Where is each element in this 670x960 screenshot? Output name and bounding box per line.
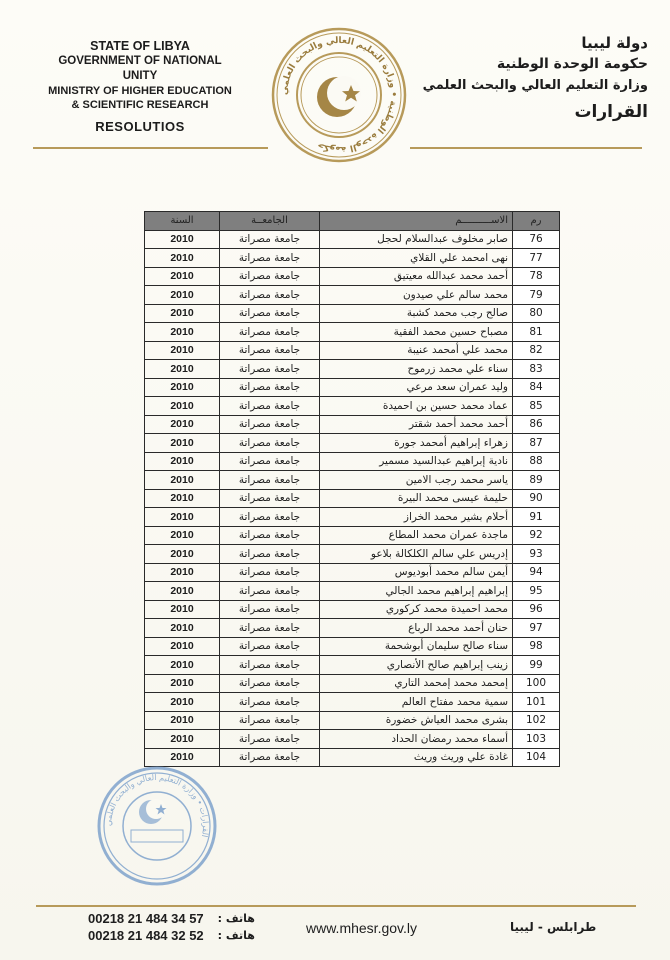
table-row: [145, 526, 560, 545]
table-row: [145, 674, 560, 693]
university-cell: جامعة مصراتة: [220, 267, 320, 286]
number-cell: 85: [513, 397, 560, 416]
name-cell: محمد علي أمحمد عنيبة: [320, 341, 513, 360]
number-cell: 76: [513, 230, 560, 249]
name-cell: نهى امحمد علي القلاي: [320, 249, 513, 268]
name-cell: صالح رجب محمد كشبة: [320, 304, 513, 323]
ministry-line-2: & SCIENTIFIC RESEARCH: [71, 99, 209, 111]
table-row: [145, 286, 560, 305]
number-cell: 84: [513, 378, 560, 397]
number-cell: 100: [513, 674, 560, 693]
university-cell: جامعة مصراتة: [220, 600, 320, 619]
year-cell: 2010: [145, 674, 220, 693]
header-number: رم: [513, 212, 560, 231]
number-cell: 98: [513, 637, 560, 656]
website-link[interactable]: www.mhesr.gov.ly: [306, 920, 417, 936]
year-cell: 2010: [145, 582, 220, 601]
table-row: [145, 656, 560, 675]
state-line: STATE OF LIBYA: [90, 39, 190, 53]
name-cell: صابر مخلوف عبدالسلام لحجل: [320, 230, 513, 249]
table-row: [145, 304, 560, 323]
phone-label-2: هاتف :: [217, 929, 255, 942]
table-row: [145, 452, 560, 471]
university-cell: جامعة مصراتة: [220, 341, 320, 360]
number-cell: 96: [513, 600, 560, 619]
year-cell: 2010: [145, 489, 220, 508]
year-cell: 2010: [145, 545, 220, 564]
university-cell: جامعة مصراتة: [220, 249, 320, 268]
table-row: [145, 415, 560, 434]
university-cell: جامعة مصراتة: [220, 304, 320, 323]
name-cell: غادة علي وريث وريث: [320, 748, 513, 767]
university-cell: جامعة مصراتة: [220, 563, 320, 582]
university-cell: جامعة مصراتة: [220, 693, 320, 712]
table-row: [145, 693, 560, 712]
table-row: [145, 267, 560, 286]
year-cell: 2010: [145, 711, 220, 730]
university-cell: جامعة مصراتة: [220, 526, 320, 545]
official-stamp-icon: [95, 764, 219, 888]
university-cell: جامعة مصراتة: [220, 434, 320, 453]
name-cell: بشرى محمد العياش خضورة: [320, 711, 513, 730]
ministry-logo-icon: [271, 27, 407, 163]
number-cell: 103: [513, 730, 560, 749]
university-cell: جامعة مصراتة: [220, 397, 320, 416]
year-cell: 2010: [145, 267, 220, 286]
government-line: GOVERNMENT OF NATIONAL UNITY: [58, 55, 222, 82]
footer-divider: [36, 905, 636, 907]
table-row: [145, 397, 560, 416]
name-cell: أحمد محمد عبدالله معيتيق: [320, 267, 513, 286]
government-line-ar: حكومة الوحدة الوطنية: [496, 56, 648, 72]
university-cell: جامعة مصراتة: [220, 656, 320, 675]
number-cell: 97: [513, 619, 560, 638]
number-cell: 101: [513, 693, 560, 712]
year-cell: 2010: [145, 563, 220, 582]
header-divider-left: [33, 147, 268, 149]
year-cell: 2010: [145, 434, 220, 453]
name-cell: ياسر محمد رجب الامين: [320, 471, 513, 490]
ministry-line-1: MINISTRY OF HIGHER EDUCATION: [48, 85, 232, 97]
resolutions-title-ar: القرارات: [574, 102, 648, 122]
year-cell: 2010: [145, 378, 220, 397]
table-row: [145, 341, 560, 360]
name-cell: أسماء محمد رمضان الحداد: [320, 730, 513, 749]
university-cell: جامعة مصراتة: [220, 378, 320, 397]
year-cell: 2010: [145, 286, 220, 305]
number-cell: 89: [513, 471, 560, 490]
table-row: [145, 637, 560, 656]
name-cell: أحلام بشير محمد الخراز: [320, 508, 513, 527]
year-cell: 2010: [145, 415, 220, 434]
university-cell: جامعة مصراتة: [220, 508, 320, 527]
table-row: [145, 378, 560, 397]
year-cell: 2010: [145, 526, 220, 545]
table-row: [145, 323, 560, 342]
number-cell: 80: [513, 304, 560, 323]
number-cell: 94: [513, 563, 560, 582]
phone-label-1: هاتف :: [217, 912, 255, 925]
year-cell: 2010: [145, 471, 220, 490]
name-cell: سناء علي محمد زرموح: [320, 360, 513, 379]
number-cell: 78: [513, 267, 560, 286]
year-cell: 2010: [145, 748, 220, 767]
year-cell: 2010: [145, 619, 220, 638]
graduates-table: [144, 211, 560, 767]
table-row: [145, 600, 560, 619]
university-cell: جامعة مصراتة: [220, 415, 320, 434]
university-cell: جامعة مصراتة: [220, 360, 320, 379]
svg-text:القرارات • وزارة التعليم العال: القرارات • وزارة التعليم العالي والبحث العلمي: [103, 772, 211, 839]
year-cell: 2010: [145, 508, 220, 527]
number-cell: 82: [513, 341, 560, 360]
number-cell: 95: [513, 582, 560, 601]
number-cell: 83: [513, 360, 560, 379]
university-cell: جامعة مصراتة: [220, 489, 320, 508]
university-cell: جامعة مصراتة: [220, 711, 320, 730]
name-cell: ماجدة عمران محمد المطاع: [320, 526, 513, 545]
number-cell: 99: [513, 656, 560, 675]
year-cell: 2010: [145, 656, 220, 675]
number-cell: 92: [513, 526, 560, 545]
name-cell: إدريس علي سالم الكلكالة بلاعو: [320, 545, 513, 564]
number-cell: 77: [513, 249, 560, 268]
phone-number-2[interactable]: 00218 21 484 32 52: [88, 928, 204, 943]
year-cell: 2010: [145, 600, 220, 619]
name-cell: إبراهيم إبراهيم محمد الجالي: [320, 582, 513, 601]
table-row: [145, 360, 560, 379]
name-cell: أيمن سالم محمد أبوديوس: [320, 563, 513, 582]
name-cell: حليمة عيسى محمد البيرة: [320, 489, 513, 508]
table-row: [145, 711, 560, 730]
header-divider-right: [410, 147, 642, 149]
year-cell: 2010: [145, 452, 220, 471]
year-cell: 2010: [145, 360, 220, 379]
state-line-ar: دولة ليبيا: [581, 34, 648, 52]
name-cell: وليد عمران سعد مرعي: [320, 378, 513, 397]
year-cell: 2010: [145, 397, 220, 416]
university-cell: جامعة مصراتة: [220, 545, 320, 564]
table-row: [145, 730, 560, 749]
header-name: الاســــــــــم: [320, 212, 513, 231]
name-cell: عماد محمد حسين بن احميدة: [320, 397, 513, 416]
number-cell: 79: [513, 286, 560, 305]
table-row: [145, 545, 560, 564]
university-cell: جامعة مصراتة: [220, 674, 320, 693]
year-cell: 2010: [145, 730, 220, 749]
name-cell: سمية محمد مفتاح العالم: [320, 693, 513, 712]
name-cell: مصباح حسين محمد الفقية: [320, 323, 513, 342]
table-row: [145, 582, 560, 601]
university-cell: جامعة مصراتة: [220, 471, 320, 490]
table-row: [145, 619, 560, 638]
name-cell: نادية إبراهيم عبدالسيد مسمير: [320, 452, 513, 471]
number-cell: 81: [513, 323, 560, 342]
resolutions-title-en: RESOLUTIOS: [95, 119, 185, 134]
table-row: [145, 249, 560, 268]
university-cell: جامعة مصراتة: [220, 637, 320, 656]
name-cell: محمد سالم علي صيدون: [320, 286, 513, 305]
year-cell: 2010: [145, 230, 220, 249]
university-cell: جامعة مصراتة: [220, 730, 320, 749]
year-cell: 2010: [145, 304, 220, 323]
university-cell: جامعة مصراتة: [220, 748, 320, 767]
table-row: [145, 489, 560, 508]
phone-number-1[interactable]: 00218 21 484 34 57: [88, 911, 204, 926]
year-cell: 2010: [145, 341, 220, 360]
year-cell: 2010: [145, 249, 220, 268]
university-cell: جامعة مصراتة: [220, 323, 320, 342]
number-cell: 91: [513, 508, 560, 527]
name-cell: أحمد محمد أحمد شقتر: [320, 415, 513, 434]
name-cell: حنان أحمد محمد الرباع: [320, 619, 513, 638]
footer-phones: [88, 910, 255, 944]
header-year: السنة: [145, 212, 220, 231]
name-cell: سناء صالح سليمان أبوشحمة: [320, 637, 513, 656]
table-row: [145, 471, 560, 490]
university-cell: جامعة مصراتة: [220, 619, 320, 638]
university-cell: جامعة مصراتة: [220, 582, 320, 601]
number-cell: 87: [513, 434, 560, 453]
letterhead-arabic: [422, 32, 648, 126]
header-university: الجامعــة: [220, 212, 320, 231]
university-cell: جامعة مصراتة: [220, 452, 320, 471]
city-label: طرابلس - ليبيا: [510, 920, 597, 934]
table-row: [145, 563, 560, 582]
number-cell: 102: [513, 711, 560, 730]
table-row: [145, 508, 560, 527]
table-header-row: [145, 212, 560, 231]
table-row: [145, 434, 560, 453]
name-cell: محمد احميدة محمد كركوري: [320, 600, 513, 619]
year-cell: 2010: [145, 637, 220, 656]
name-cell: زينب إبراهيم صالح الأنصاري: [320, 656, 513, 675]
year-cell: 2010: [145, 693, 220, 712]
number-cell: 104: [513, 748, 560, 767]
number-cell: 93: [513, 545, 560, 564]
number-cell: 86: [513, 415, 560, 434]
name-cell: زهراء إبراهيم أمحمد جورة: [320, 434, 513, 453]
letterhead-english: [40, 38, 240, 136]
number-cell: 90: [513, 489, 560, 508]
year-cell: 2010: [145, 323, 220, 342]
name-cell: إمحمد محمد إمحمد التاري: [320, 674, 513, 693]
svg-text:حكومة الوحدة الوطنية • وزارة ا: حكومة الوحدة الوطنية • وزارة التعليم العالي والبحث العلمي: [279, 35, 399, 155]
number-cell: 88: [513, 452, 560, 471]
university-cell: جامعة مصراتة: [220, 286, 320, 305]
table-row: [145, 230, 560, 249]
ministry-line-ar: وزارة التعليم العالي والبحث العلمي: [422, 78, 648, 93]
university-cell: جامعة مصراتة: [220, 230, 320, 249]
table-body: [145, 230, 560, 767]
